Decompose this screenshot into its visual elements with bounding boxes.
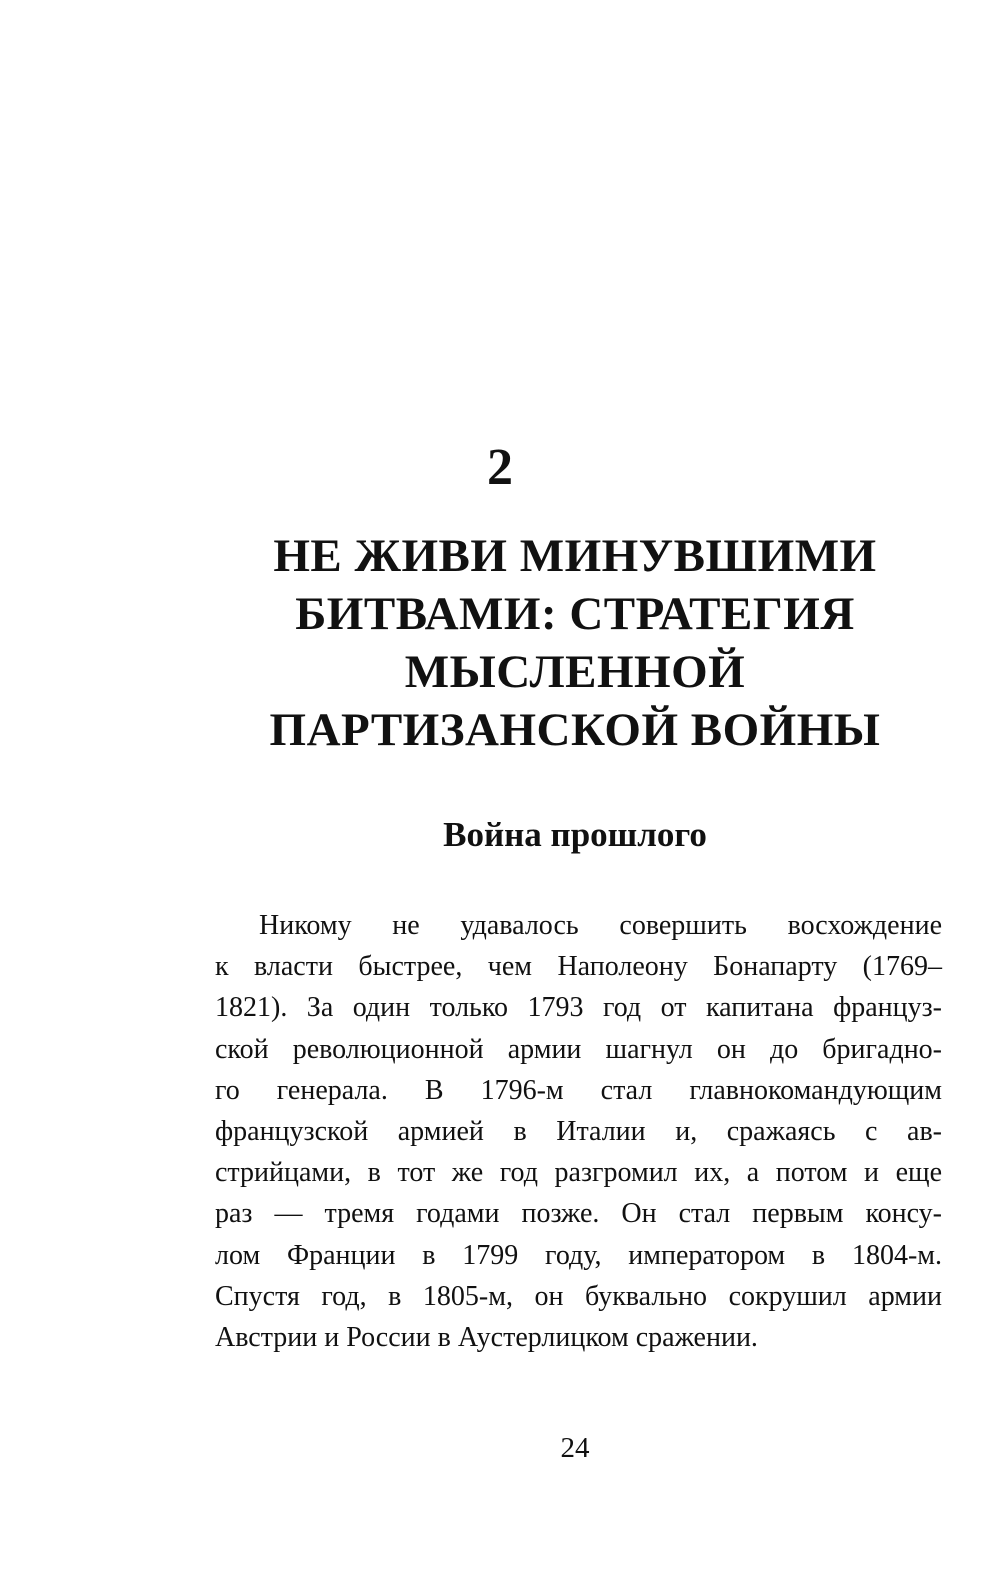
text-line: к власти быстрее, чем Наполеону Бонапарту (1769– <box>215 951 942 983</box>
chapter-title-line: МЫСЛЕННОЙ <box>404 646 746 698</box>
page-number: 24 <box>560 1432 590 1464</box>
chapter-title-line: ПАРТИЗАНСКОЙ ВОЙНЫ <box>269 704 881 756</box>
chapter-title <box>200 527 950 759</box>
body-paragraph <box>215 905 942 1358</box>
chapter-title-line: НЕ ЖИВИ МИНУВШИМИ <box>273 530 877 582</box>
text-line: 1821). За один только 1793 год от капитана француз- <box>215 992 942 1024</box>
chapter-title-line: БИТВАМИ: СТРАТЕГИЯ <box>295 588 855 640</box>
text-line: лом Франции в 1799 году, императором в 1804-м. <box>215 1239 942 1271</box>
text-line: го генерала. В 1796-м стал главнокомандующим <box>215 1074 942 1106</box>
text-line: Австрии и России в Аустерлицком сражении. <box>215 1322 758 1354</box>
text-line: Спустя год, в 1805-м, он буквально сокрушил армии <box>215 1280 942 1312</box>
text-line: французской армией в Италии и, сражаясь с ав- <box>215 1116 942 1148</box>
text-line: ской революционной армии шагнул он до бригадно- <box>215 1033 942 1065</box>
section-heading: Война прошлого <box>443 815 707 854</box>
text-line: Никому не удавалось совершить восхождение <box>259 910 942 941</box>
chapter-number: 2 <box>487 439 513 496</box>
text-line: раз — тремя годами позже. Он стал первым консу- <box>215 1198 942 1230</box>
text-line: стрийцами, в тот же год разгромил их, а потом и еще <box>215 1157 942 1189</box>
